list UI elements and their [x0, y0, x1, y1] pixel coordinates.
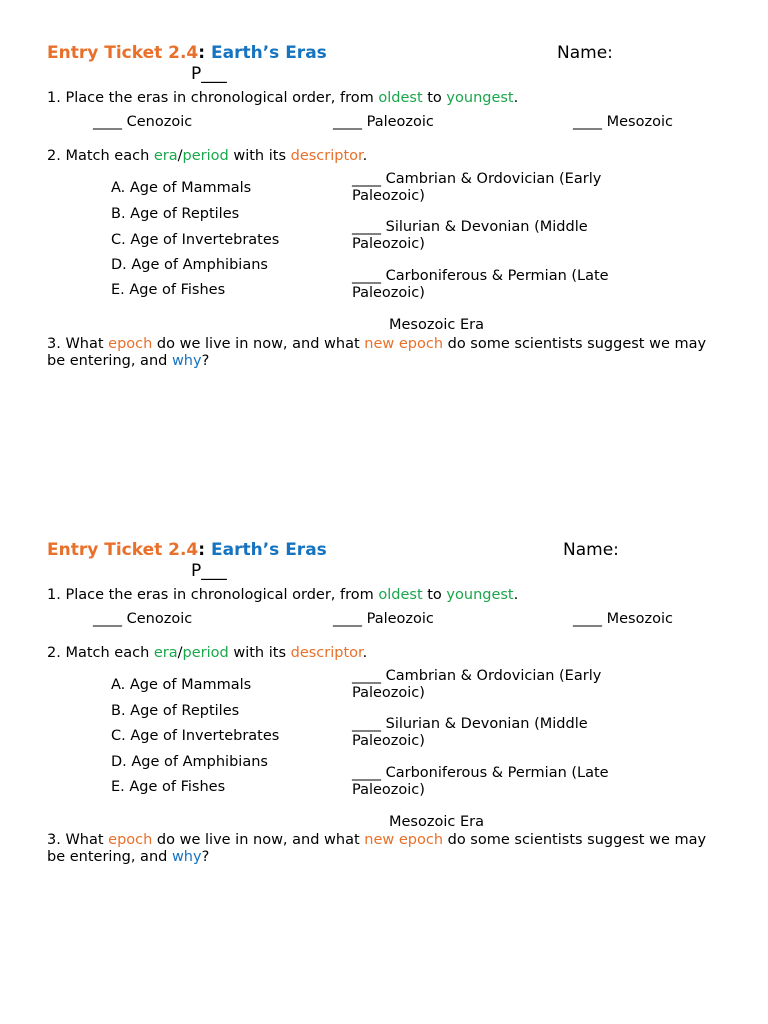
q2-choice-c: C. Age of Invertebrates — [111, 728, 280, 744]
q3-text: 3. What — [47, 336, 109, 352]
q3-keyword-why: why — [171, 353, 202, 369]
q2-item-middle-paleozoic[interactable]: ____ Silurian & Devonian (Middle Paleozoic) — [352, 219, 588, 252]
q3-keyword-new-epoch: new epoch — [364, 336, 444, 352]
q1-text-end: . — [513, 587, 519, 603]
q2-item-late-paleozoic[interactable]: ____ Carboniferous & Permian (Late Paleozoic) — [352, 268, 609, 301]
q2-slash: / — [177, 148, 183, 164]
question-1 — [47, 90, 518, 107]
q2-keyword-period: period — [182, 645, 229, 661]
title-separator: : — [198, 43, 206, 63]
entry-ticket-2 — [0, 497, 768, 994]
q3-keyword-why: why — [171, 849, 202, 865]
q3-text-mid1: do we live in now, and what — [152, 832, 365, 848]
q2-text-end: . — [362, 148, 368, 164]
title-separator: : — [198, 540, 206, 560]
q3-keyword-epoch: epoch — [108, 336, 153, 352]
q2-keyword-era: era — [153, 645, 178, 661]
q2-choice-d: D. Age of Amphibians — [111, 257, 268, 273]
q2-choice-e: E. Age of Fishes — [111, 779, 226, 795]
ticket-title — [47, 540, 327, 560]
q1-keyword-oldest: oldest — [378, 90, 423, 106]
period-blank[interactable]: ___ — [201, 64, 227, 84]
q2-text: 2. Match each — [47, 645, 154, 661]
q1-keyword-youngest: youngest — [446, 90, 514, 106]
q2-item-early-paleozoic[interactable]: ____ Cambrian & Ordovician (Early Paleozoic) — [352, 668, 602, 701]
period-field — [191, 64, 227, 84]
q1-keyword-oldest: oldest — [378, 587, 423, 603]
period-label: P — [191, 64, 202, 84]
q3-text-mid1: do we live in now, and what — [152, 336, 365, 352]
question-1 — [47, 587, 518, 604]
q2-keyword-period: period — [182, 148, 229, 164]
ticket-number: Entry Ticket 2.4 — [47, 43, 199, 63]
q3-keyword-epoch: epoch — [108, 832, 153, 848]
q2-choice-d: D. Age of Amphibians — [111, 754, 268, 770]
q2-keyword-descriptor: descriptor — [290, 645, 363, 661]
q2-slash: / — [177, 645, 183, 661]
q2-text: 2. Match each — [47, 148, 154, 164]
q1-text-end: . — [513, 90, 519, 106]
q1-text: 1. Place the eras in chronological order, from — [47, 587, 379, 603]
q2-text-mid: with its — [228, 148, 291, 164]
ticket-topic: Earth’s Eras — [211, 540, 327, 560]
period-field — [191, 561, 227, 581]
question-2 — [47, 148, 367, 165]
q3-keyword-new-epoch: new epoch — [364, 832, 444, 848]
q1-option-cenozoic[interactable]: ____ Cenozoic — [93, 114, 193, 130]
q2-keyword-descriptor: descriptor — [290, 148, 363, 164]
name-label: Name: — [563, 540, 619, 560]
q2-item-middle-paleozoic[interactable]: ____ Silurian & Devonian (Middle Paleozoic) — [352, 716, 588, 749]
q2-item-late-paleozoic[interactable]: ____ Carboniferous & Permian (Late Paleozoic) — [352, 765, 609, 798]
q2-choice-c: C. Age of Invertebrates — [111, 232, 280, 248]
q2-choice-e: E. Age of Fishes — [111, 282, 226, 298]
period-label: P — [191, 561, 202, 581]
q2-keyword-era: era — [153, 148, 178, 164]
q1-option-mesozoic[interactable]: ____ Mesozoic — [573, 114, 673, 130]
question-3 — [47, 336, 727, 370]
q3-text-mid2: do some scientists suggest we may be entering, and — [47, 832, 707, 865]
q2-text-end: . — [362, 645, 368, 661]
q3-text-end: ? — [201, 353, 210, 369]
q3-text-end: ? — [201, 849, 210, 865]
q2-item-mesozoic[interactable]: Mesozoic Era — [389, 317, 484, 333]
q2-text-mid: with its — [228, 645, 291, 661]
q1-option-paleozoic[interactable]: ____ Paleozoic — [333, 114, 434, 130]
q2-choice-a: A. Age of Mammals — [111, 677, 252, 693]
period-blank[interactable]: ___ — [201, 561, 227, 581]
ticket-title — [47, 43, 327, 63]
q2-choice-b: B. Age of Reptiles — [111, 703, 240, 719]
name-label: Name: — [557, 43, 613, 63]
q1-text-mid: to — [422, 90, 447, 106]
q2-choice-a: A. Age of Mammals — [111, 180, 252, 196]
q2-item-mesozoic[interactable]: Mesozoic Era — [389, 814, 484, 830]
question-3 — [47, 832, 727, 866]
q1-option-mesozoic[interactable]: ____ Mesozoic — [573, 611, 673, 627]
question-2 — [47, 645, 367, 662]
q1-option-cenozoic[interactable]: ____ Cenozoic — [93, 611, 193, 627]
q2-item-early-paleozoic[interactable]: ____ Cambrian & Ordovician (Early Paleozoic) — [352, 171, 602, 204]
q3-text-mid2: do some scientists suggest we may be entering, and — [47, 336, 707, 369]
q1-keyword-youngest: youngest — [446, 587, 514, 603]
q1-text: 1. Place the eras in chronological order, from — [47, 90, 379, 106]
q1-text-mid: to — [422, 587, 447, 603]
q3-text: 3. What — [47, 832, 109, 848]
q2-choice-b: B. Age of Reptiles — [111, 206, 240, 222]
ticket-number: Entry Ticket 2.4 — [47, 540, 199, 560]
ticket-topic: Earth’s Eras — [211, 43, 327, 63]
q1-option-paleozoic[interactable]: ____ Paleozoic — [333, 611, 434, 627]
entry-ticket-1 — [0, 0, 768, 497]
